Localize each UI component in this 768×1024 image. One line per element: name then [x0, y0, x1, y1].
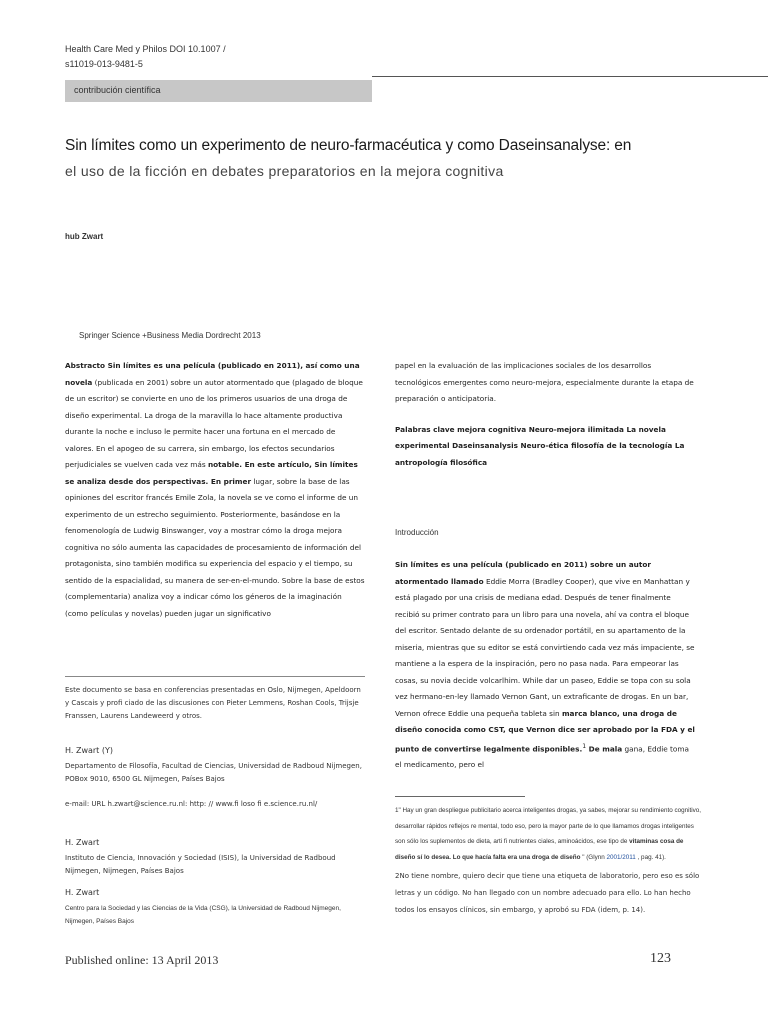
journal-doi-line1: Health Care Med y Philos DOI 10.1007 / — [65, 44, 226, 54]
copyright-line: Springer Science +Business Media Dordrecht 2013 — [79, 331, 261, 340]
abstract-text-1: (publicada en 2001) sobre un autor atormentado que (plagado de bloque de un escritor) se convierte en uno de los primeros usuarios de una droga de diseño experimental. La droga de la maravilla lo hace altamente productiva durante la noche e incluso le permite hacer una fortuna en el mercado de valores. En el apogeo de su carrera, sin embargo, los efectos secundarios perjudiciales se vuelven cada vez más — [65, 377, 363, 469]
footnote-ref-1[interactable]: 1 — [582, 742, 587, 750]
abstract-continuation: papel en la evaluación de las implicaciones sociales de los desarrollos tecnológicos emergentes como neuro-mejora, especialmente durante la etapa de preparación o anticipatoria. — [395, 361, 694, 403]
abstract-bold-2: notable. En este artículo, Sin límites se analiza desde dos perspectivas. En primer — [65, 460, 358, 486]
footnote-1-page: , pag. 41). — [635, 853, 666, 861]
intro-bold-1: Sin límites es una película (publicado en 2011) sobre un autor atormentado llamado — [395, 560, 651, 586]
footnote-divider-right — [395, 796, 525, 797]
published-date: Published online: 13 April 2013 — [65, 953, 219, 967]
footnote-right-1 — [395, 803, 705, 865]
affiliation-3-name: H. Zwart — [65, 888, 100, 897]
footnote-1-bold: vitaminas cosa de diseño sí lo desea. Lo que hacía falta era una droga de diseño — [395, 838, 684, 861]
journal-header — [65, 42, 305, 72]
intro-bold-2: marca blanco, una droga de diseño conocida como CST, que Vernon dice ser aprobado por la FDA y el punto de convertirse legalmente disponibles. — [395, 708, 695, 753]
abstract-label: Abstracto Sin límites es una película (publicado en 2011), así como una novela — [65, 361, 360, 387]
affiliation-2 — [65, 836, 365, 878]
affiliation-2-name: H. Zwart — [65, 838, 100, 847]
affiliation-1 — [65, 744, 365, 786]
journal-doi-line2: s11019-013-9481-5 — [65, 59, 143, 69]
intro-text-1: Eddie Morra (Bradley Cooper), que vive en Manhattan y está plagado por una crisis de mediana edad. Después de tener finalmente recibió su primer contrato para un libro para una novela, ahí va contra el bloque del escritor. Sentado delante de su ordenador portátil, en su apartamento de la miseria, mientras que su editor se está convirtiendo cada vez más impaciente, se mantiene a la espera de la inspiración, pero no pasa nada. Para empeorar las cosas, su novia decide volcarlhim. While dar un paseo, Eddie se topa con su sola vez hermano-en-ley llamado Vernon Gant, un extraficante de drogas. En un bar, Vernon ofrece Eddie una pequeña tableta sin — [395, 576, 695, 718]
affiliation-email-text[interactable]: e-mail: URL h.zwart@science.ru.nl: http: // www.fi loso fi e.science.ru.nl/ — [65, 800, 318, 808]
page-number: 123 — [650, 951, 671, 966]
footnote-1-text: 1" Hay un gran despliegue publicitario acerca inteligentes drogas, ya sabes, mejorar su rendimiento cognitivo, desarrollar rápidos reflejos re mental, todo eso, pero la mayor parte de lo que llamamos drogas inteligentes son sólo los suplementos de dieta, arti fi nutrientes ciales, aminoácidos, ese tipo de — [395, 807, 702, 845]
affiliation-1-name: H. Zwart (Y) — [65, 746, 113, 755]
section-banner — [65, 80, 372, 102]
keywords: Palabras clave mejora cognitiva Neuro-mejora ilimitada La novela experimental Daseinsanalysis Neuro-ética filosofía de la tecnología La antropología filosófica — [395, 424, 685, 467]
header-rule — [372, 76, 768, 77]
citation-link[interactable]: 2001/2011 — [606, 853, 636, 861]
intro-text-3: gana, Eddie toma el medicamento, pero el — [395, 743, 689, 770]
footnote-left: Este documento se basa en conferencias presentadas en Oslo, Nijmegen, Apeldoorn y Cascais y profi ciado de las discusiones con Pieter Lemmens, Roshan Cools, Trijsje Franssen, Laurens Landeweerd y otros. — [65, 686, 361, 720]
article-title-line1: Sin límites como un experimento de neuro-farmacéutica y como Daseinsanalyse: en — [65, 137, 632, 154]
affiliation-1-text: Departamento de Filosofía, Facultad de Ciencias, Universidad de Radboud Nijmegen, POBox 9010, 6500 GL Nijmegen, Países Bajos — [65, 762, 362, 783]
article-title-line2: el uso de la ficción en debates preparatorios en la mejora cognitiva — [65, 163, 504, 179]
section-label: contribución científica — [74, 85, 161, 95]
introduction-heading: Introducción — [395, 528, 439, 537]
intro-bold-3: De mala — [586, 743, 623, 753]
affiliation-email — [65, 798, 365, 811]
introduction-body — [395, 557, 695, 774]
abstract-right-column — [395, 358, 695, 471]
abstract-text-2: lugar, sobre la base de las opiniones del escritor francés Emile Zola, la novela se ve como el informe de un experimento de un estrecho seguimiento. Posteriormente, basándose en la fenomenología de Ludwig Binswanger, voy a mostrar cómo la droga mejora cognitiva no sólo aumenta las capacidades de procesamiento de información del protagonista, sino también modifica su experiencia del espacio y el tiempo, su sentido de la espacialidad, su manera de ser-en-el-mundo. Sobre la base de estos (complementaria) analiza voy a indicar cómo los géneros de la imaginación (como películas y novelas) pueden jugar un significativo — [65, 476, 365, 618]
footnote-divider-left — [65, 676, 365, 677]
footnote-right-2: 2No tiene nombre, quiero decir que tiene una etiqueta de laboratorio, pero eso es sólo letras y un código. No han llegado con un nombre adecuado para ello. Lo han hecho todos los ensayos clínicos, sin embargo, y aprobó su FDA (idem, p. 14). — [395, 872, 700, 914]
abstract-left-column — [65, 358, 365, 622]
affiliation-3-text: Centro para la Sociedad y las Ciencias de la Vida (CSG), la Universidad de Radboud Nijmegen, Nijmegen, Países Bajos — [65, 905, 341, 925]
author-name: hub Zwart — [65, 232, 104, 241]
affiliation-2-text: Instituto de Ciencia, Innovación y Sociedad (ISIS), la Universidad de Radboud Nijmegen, Nijmegen, Países Bajos — [65, 854, 336, 875]
footnote-1-cite: " (Glynn — [580, 853, 607, 861]
affiliation-3 — [65, 886, 365, 928]
